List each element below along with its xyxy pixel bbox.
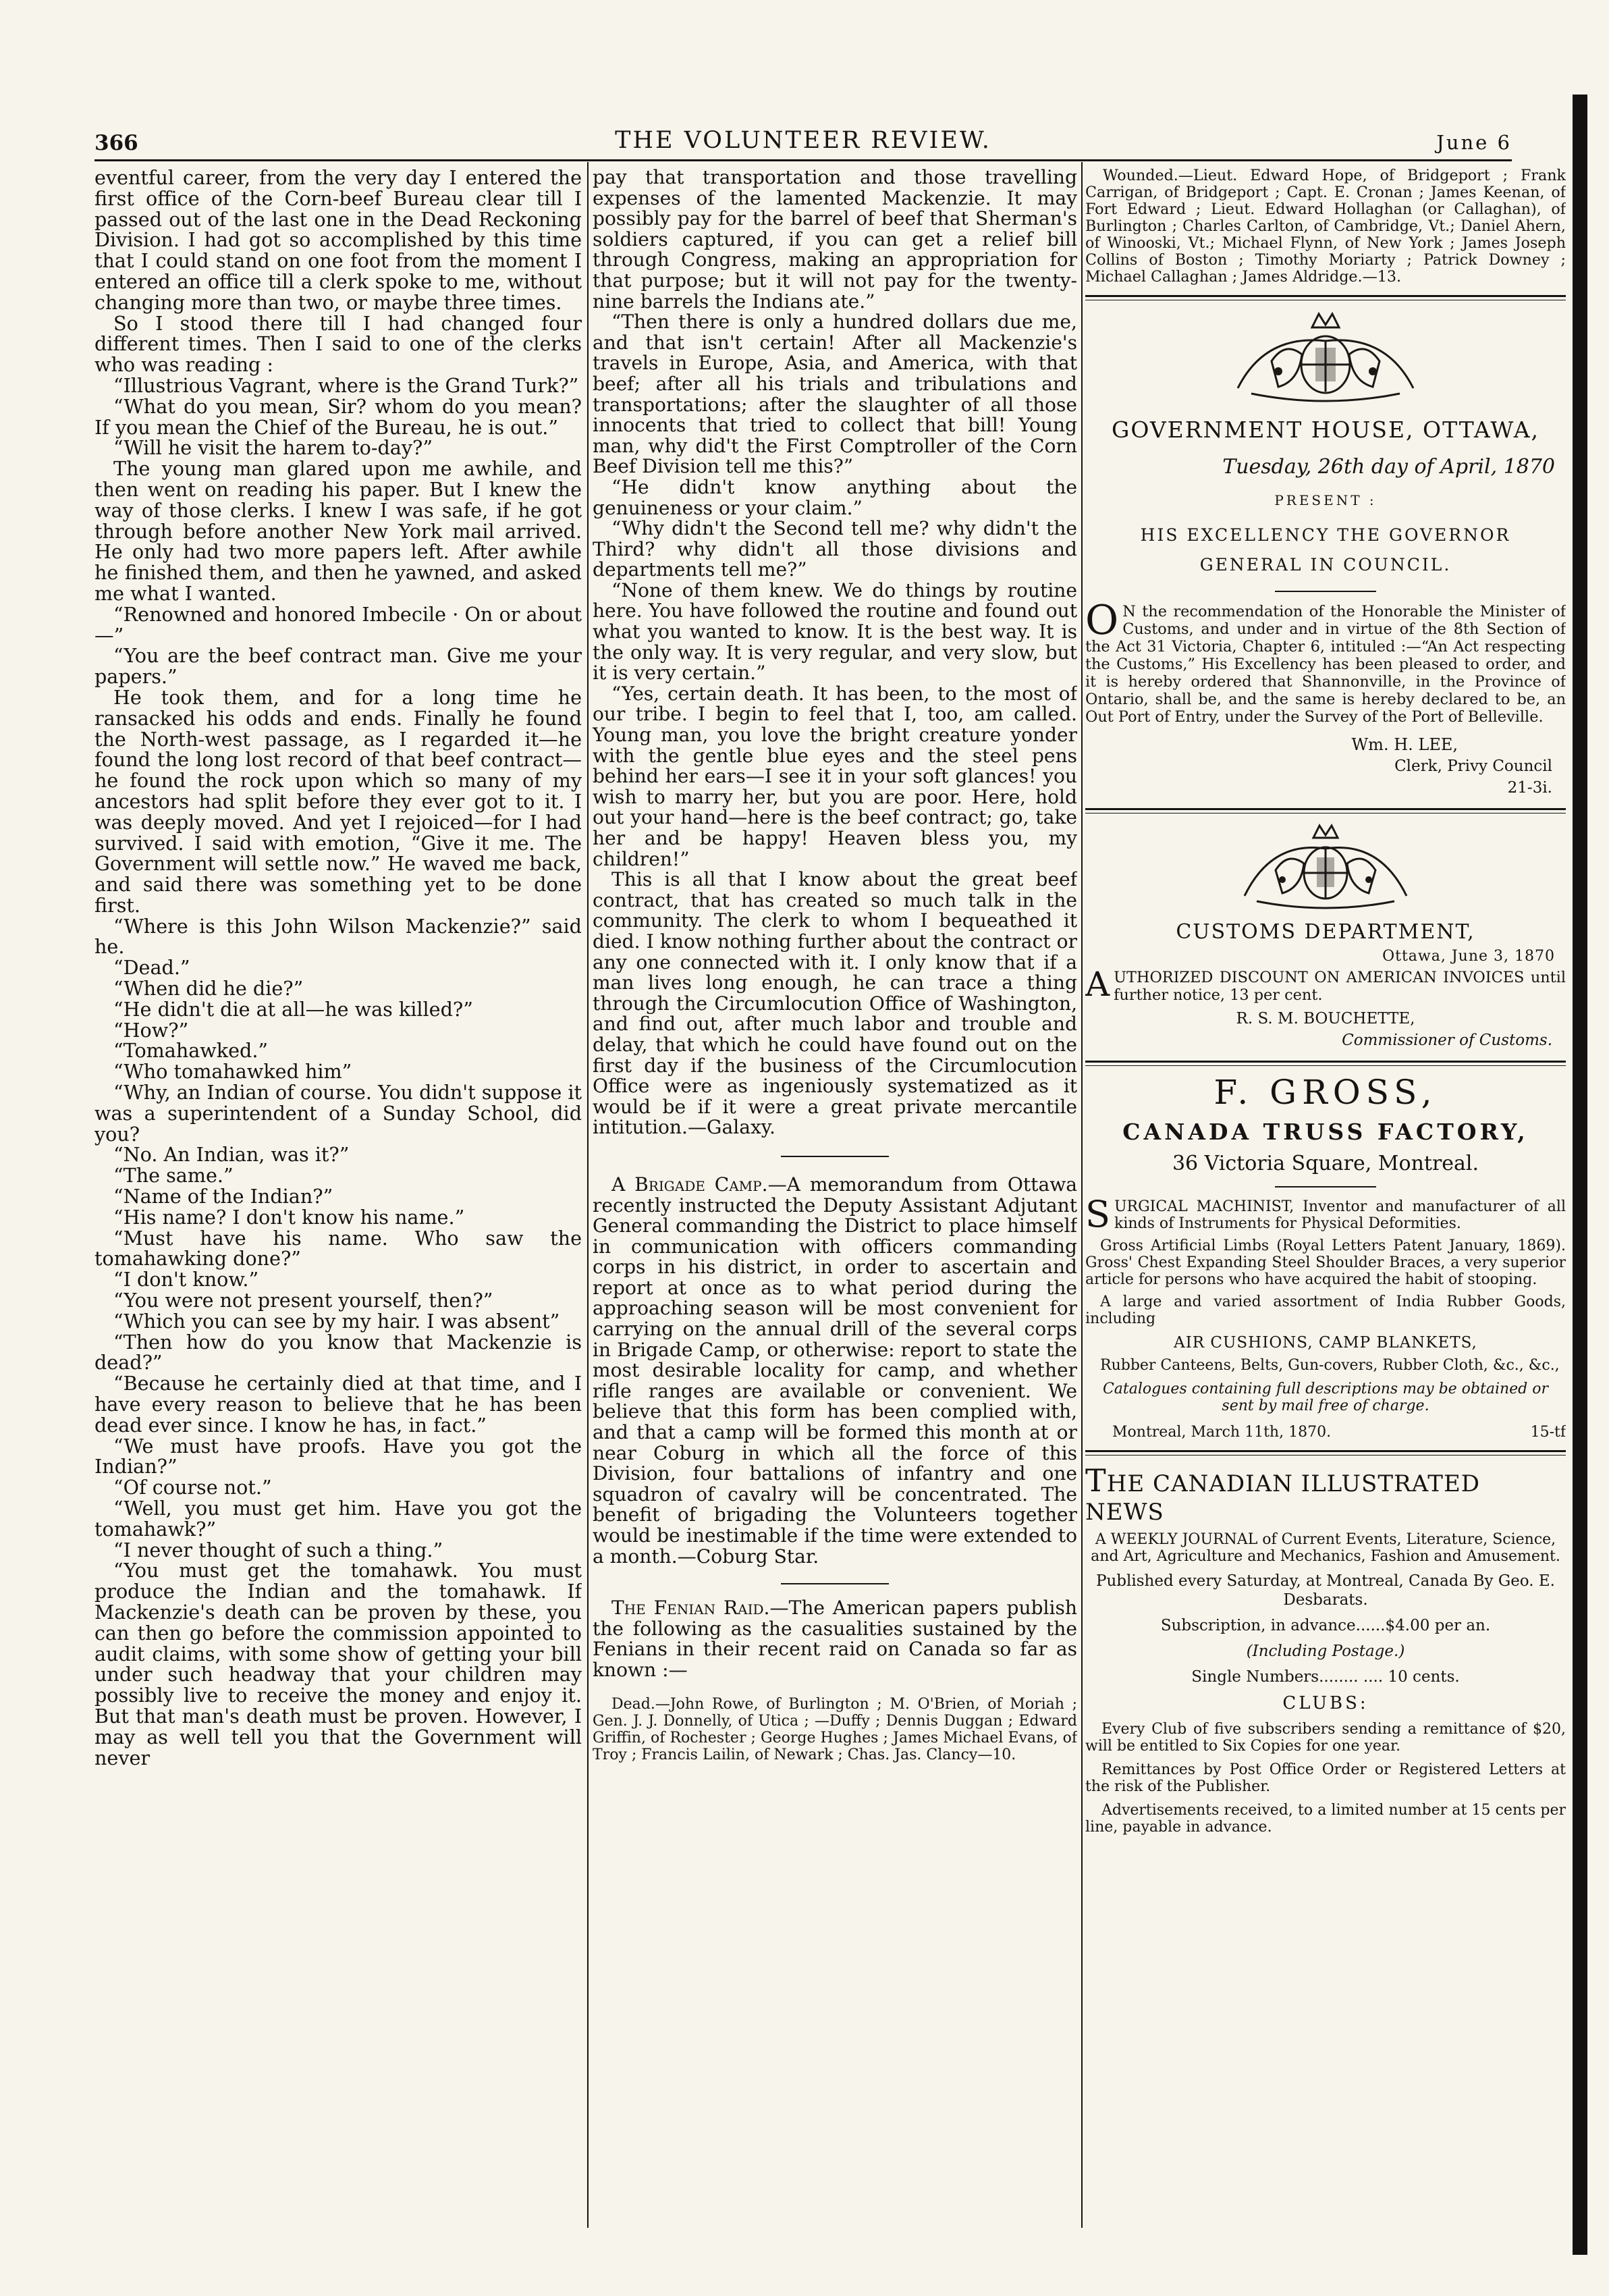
signatory-name: Wm. H. LEE, [1351, 735, 1458, 754]
section-divider [1275, 591, 1376, 592]
dead-list: Dead.—John Rowe, of Burlington ; M. O'Brien, of Moriah ; Gen. J. J. Donnelly, of Utica ; —Duffy ; Dennis Duggan ; Edward Griffin, of Rochester ; George Hughes ; James Michael Evans, of Troy ; Francis Lailin, of Newark ; Chas. Jas. Clancy—10. [593, 1695, 1077, 1763]
paragraph: “Yes, certain death. It has been, to the most of our tribe. I begin to feel that I, too, am called. Young man, you love the bright creature yonder with the gentle blue eyes and the steel pens behind her ears—I see it in your soft glances! you wish to marry her, but you are poor. Here, hold out your hand—here is the beef contract; go, take her and be happy! Heaven bless you, my children!” [593, 682, 1077, 870]
gov-house-present: PRESENT : [1274, 492, 1377, 508]
signatory-title: Clerk, Privy Council [1394, 757, 1552, 775]
paragraph: “Because he certainly died at that time, and I have every reason to believe that he has been dead ever since. I know he has, in fact.” [94, 1372, 582, 1437]
paragraph: This is all that I know about the great beef contract, that has created so much talk in the community. The clerk to whom I bequeathed it died. I know nothing further about the contract or any one connected with it. I only know that if a man lives long enough, he can trace a thing through the Circumlocution Office of Washington, and find out, after much labor and trouble and delay, that which he could have found out on the first day if the business of the Circumlocution Office were as ingeniously systematized as it would be if it were a great private mercantile intitution.—Galaxy. [593, 868, 1077, 1139]
paragraph: “We must have proofs. Have you got the Indian?” [94, 1434, 582, 1478]
paragraph: eventful career, from the very day I entered the first office of the Corn-beef Bureau clear till I passed out of the last one in the Dead Reckoning Division. I had got so accomplished by this time that I could stand on one foot from the moment I entered an office till a clerk spoke to me, without changing more than two, or maybe three times. [94, 167, 582, 314]
cin-advertisements: Advertisements received, to a limited number at 15 cents per line, payable in advance. [1085, 1801, 1566, 1836]
cin-published: Published every Saturday, at Montreal, Canada By Geo. E. Desbarats. [1096, 1572, 1555, 1609]
cin-subtitle: A WEEKLY JOURNAL of Current Events, Literature, Science, and Art, Agriculture and Mechanics, Fashion and Amusement. [1091, 1531, 1560, 1565]
excellency-line-2: GENERAL IN COUNCIL. [1199, 555, 1452, 575]
paragraph: “He didn't die at all—he was killed?” [113, 997, 473, 1021]
gross-catalogues: Catalogues containing full descriptions may be obtained or sent by mail free of charge. [1102, 1381, 1549, 1414]
gross-rubber: Rubber Canteens, Belts, Gun-covers, Rubber Cloth, &c., &c., [1100, 1357, 1560, 1374]
paragraph: “No. An Indian, was it?” [113, 1143, 350, 1167]
dropcap-s: S [1085, 1193, 1110, 1235]
gov-house-body: N the recommendation of the Honorable the Minister of Customs, and under and in virtue of the 8th Section of the Act 31 Victoria, Chapter 6, intituled :—“An Act respecting the Customs,” His Excellency has been pleased to order, and it is hereby ordered that Shannonville, in the Province of Ontario, shall be, and the same is hereby declared to be, an Out Port of Entry, under the Survey of the Port of Belleville. [1085, 603, 1566, 726]
section-divider [781, 1156, 889, 1157]
wounded-list: Wounded.—Lieut. Edward Hope, of Bridgeport ; Frank Carrigan, of Bridgeport ; Capt. E. Cronan ; James Keenan, of Fort Edward ; Lieut. Edward Hollaghan (or Callaghan), of Burlington ; Charles Carlton, of Cambridge, Vt.; Daniel Ahern, of Winooski, Vt.; Michael Flynn, of New York ; James Joseph Collins of Boston ; Timothy Moriarty ; Patrick Downey ; Michael Callaghan ; James Aldridge.—13. [1085, 167, 1566, 286]
paragraph: He took them, and for a long time he ransacked his odds and ends. Finally he found the North-west passage, as I regarded it—he found the long lost record of that beef contract—he found the rock upon which so many of my ancestors had split before they ever got to it. I was deeply moved. And yet I rejoiced—for I had survived. I said with emotion, “Give it me. The Government will settle now.” He waved me back, and said there was something yet to be done first. [94, 685, 582, 917]
gov-house-signature [1085, 734, 1566, 799]
gross-factory: CANADA TRUSS FACTORY, [1122, 1119, 1529, 1145]
column-divider-2 [1081, 162, 1083, 2228]
paragraph: “I never thought of such a thing.” [113, 1538, 443, 1561]
page-title: THE VOLUNTEER REVIEW. [615, 127, 991, 154]
paragraph: “You must get the tomahawk. You must produce the Indian and the tomahawk. If Mackenzie's death can be proven by these, you can then go before the commission appointed to audit claims, with some show of getting your bill under such headway that your children may possibly live to receive the money and enjoy it. But that man's death must be proven. However, I may as well tell you that the Government will never [94, 1559, 582, 1769]
customs-signatory: R. S. M. BOUCHETTE, [1236, 1010, 1415, 1027]
royal-arms-crest-icon [1211, 307, 1440, 408]
customs-notice [1085, 920, 1566, 1051]
paragraph: “Must have his name. Who saw the tomahawking done?” [94, 1226, 582, 1271]
gross-intro: URGICAL MACHINIST, Inventor and manufacturer of all kinds of Instruments for Physical Deformities. [1114, 1198, 1566, 1232]
cin-clubs-heading: CLUBS: [1282, 1693, 1369, 1713]
gross-date-line [1085, 1424, 1566, 1441]
paragraph: “Of course not.” [113, 1476, 272, 1499]
customs-title: CUSTOMS DEPARTMENT, [1176, 920, 1475, 944]
paragraph: “Then there is only a hundred dollars due me, and that isn't certain! After all Mackenzie's travels in Europe, Asia, and America, with that beef; after all his trials and tribulations and transportations; after the slaughter of all those innocents that tried to collect that bill! Young man, why did't the First Comptroller of the Corn Beef Division tell me this?” [593, 311, 1077, 478]
header-rule [94, 159, 1512, 161]
running-head [94, 120, 1512, 161]
canadian-illustrated-news-ad [1085, 1462, 1566, 1836]
gov-house-excellency [1085, 520, 1566, 580]
cin-remittances: Remittances by Post Office Order or Registered Letters at the risk of the Publisher. [1085, 1761, 1566, 1795]
double-rule [1085, 1061, 1566, 1066]
gov-house-date: Tuesday, 26th day of April, 1870 [1222, 455, 1555, 479]
paragraph: “When did he die?” [113, 977, 304, 1000]
paragraph: “Which you can see by my hair. I was absent” [113, 1309, 560, 1333]
cin-title-text: HE CANADIAN ILLUSTRATED NEWS [1085, 1470, 1481, 1526]
gov-house-title: GOVERNMENT HOUSE, OTTAWA, [1111, 417, 1540, 443]
gov-house-order [1085, 597, 1566, 726]
paragraph: “Renowned and honored Imbecile · On or about—” [94, 602, 582, 647]
paragraph: So I stood there till I had changed four different times. Then I said to one of the clerks who was reading : [94, 311, 582, 377]
customs-signatory-title: Commissioner of Customs. [1342, 1032, 1552, 1049]
paragraph: “I don't know.” [113, 1268, 259, 1291]
column-right [1085, 167, 1566, 2233]
excellency-line-1: HIS EXCELLENCY THE GOVERNOR [1140, 525, 1511, 545]
brigade-camp-heading: A Brigade Camp. [611, 1173, 768, 1196]
brigade-camp-text: —A memorandum from Ottawa recently instructed the Deputy Assistant Adjutant General commanding the District to place himself in communication with officers commanding corps in his district, in order to ascertain and report at once as to what period during the approaching season will be most convenient for carrying on the annual drill of the several corps in Brigade Camp, or otherwise: report to state the most desirable locality for camp, and whether rifle ranges are available or convenient. We believe that this form has been complied with, and that a camp will be formed this month at or near Coburg in which all the force of this Division, four battalions of infantry and one squadron of cavalry will be concentrated. The benefit of brigading the Volunteers together would be inestimable if the time were extended to a month.—Coburg Star. [593, 1173, 1077, 1568]
double-rule [1085, 1450, 1566, 1456]
gross-address: 36 Victoria Square, Montreal. [1172, 1152, 1479, 1175]
paragraph: “He didn't know anything about the genuineness or your claim.” [593, 475, 1077, 519]
paragraph: “Name of the Indian?” [113, 1185, 333, 1208]
cin-subscription: Subscription, in advance......$4.00 per an. [1160, 1617, 1491, 1634]
paragraph: pay that transportation and those travelling expenses of the lamented Mackenzie. It may possibly pay for the barrel of beef that Sherman's soldiers captured, if you can get a relief bill through Congress, making an appropriation for that purpose; but it will not pay for the twenty-nine barrels the Indians ate.” [593, 167, 1077, 313]
dropcap-t: T [1085, 1462, 1107, 1499]
paragraph: “Will he visit the harem to-day?” [113, 436, 433, 460]
page-number: 366 [94, 131, 138, 155]
fenian-raid-heading: The Fenian Raid. [611, 1597, 770, 1620]
gross-date: Montreal, March 11th, 1870. [1112, 1424, 1332, 1441]
gross-limbs: Gross Artificial Limbs (Royal Letters Patent January, 1869). Gross' Chest Expanding Steel Shoulder Braces, a very superior article for persons who have acquired the habit of stooping. [1085, 1237, 1566, 1288]
paragraph: The young man glared upon me awhile, and then went on reading his paper. But I knew the way of those clerks. I knew I was safe, if he got through before another New York mail arrived. He only had two more papers left. After awhile he finished them, and then he yawned, and asked me what I wanted. [94, 457, 582, 605]
fenian-raid-article [593, 1598, 1077, 1680]
paragraph: “Why, an Indian of course. You didn't suppose it was a superintendent of a Sunday School, did you? [94, 1081, 582, 1146]
gross-name: F. GROSS, [1213, 1073, 1438, 1112]
paragraph: “You were not present yourself, then?” [113, 1289, 493, 1312]
column-divider-1 [587, 162, 589, 2228]
paragraph: “Well, you must get him. Have you got the tomahawk?” [94, 1497, 582, 1541]
cin-title [1085, 1462, 1566, 1526]
story-continuation [593, 167, 1077, 1138]
gross-cushions: AIR CUSHIONS, CAMP BLANKETS, [1174, 1334, 1477, 1352]
paragraph: “What do you mean, Sir? whom do you mean? If you mean the Chief of the Bureau, he is out.” [94, 394, 582, 439]
column-middle [593, 167, 1077, 2233]
royal-arms-crest-icon [1224, 820, 1427, 915]
paragraph: “Dead.” [113, 956, 190, 980]
customs-body: UTHORIZED DISCOUNT ON AMERICAN INVOICES until further notice, 13 per cent. [1114, 969, 1566, 1004]
paragraph: “Then how do you know that Mackenzie is dead?” [94, 1330, 582, 1374]
brigade-camp-article [593, 1175, 1077, 1567]
gross-code: 15-tf [1530, 1424, 1566, 1441]
customs-date: Ottawa, June 3, 1870 [1382, 948, 1555, 965]
double-rule [1085, 808, 1566, 813]
paragraph: “Why didn't the Second tell me? why didn't the Third? why didn't all those divisions and departments tell me?” [593, 517, 1077, 581]
double-rule [1085, 295, 1566, 300]
cin-single: Single Numbers........ .... 10 cents. [1191, 1668, 1460, 1686]
paragraph: “You are the beef contract man. Give me your papers.” [94, 644, 582, 689]
paragraph: “Who tomahawked him” [113, 1060, 352, 1084]
paragraph: “His name? I don't know his name.” [113, 1205, 465, 1229]
paragraph: “The same.” [113, 1164, 234, 1187]
paragraph: “How?” [113, 1018, 189, 1042]
dropcap-o: O [1085, 597, 1119, 644]
paragraph: “None of them knew. We do things by routine here. You have followed the routine and found out what you wanted to know. It is the best way. It is the only way. It is very regular, and very slow, but it is very certain.” [593, 579, 1077, 685]
fenian-raid-text: —The American papers publish the following as the casualities sustained by the Fenians in their recent raid on Canada so far as known :— [593, 1597, 1077, 1681]
cin-postage: (Including Postage.) [1246, 1643, 1405, 1660]
dropcap-a: A [1085, 965, 1110, 1004]
section-divider [1275, 1186, 1376, 1187]
paragraph: “Illustrious Vagrant, where is the Grand Turk?” [113, 373, 579, 397]
issue-date: June 6 [1436, 131, 1512, 154]
paragraph: “Where is this John Wilson Mackenzie?” said he. [94, 914, 582, 959]
column-left [94, 167, 582, 2233]
gross-advertisement [1085, 1073, 1566, 1441]
section-divider [781, 1583, 889, 1584]
paragraph: “Tomahawked.” [113, 1039, 269, 1063]
gross-assortment: A large and varied assortment of India Rubber Goods, including [1085, 1293, 1566, 1327]
notice-code: 21-3i. [1507, 779, 1552, 797]
cin-clubs: Every Club of five subscribers sending a remittance of $20, will be entitled to Six Copies for one year. [1085, 1720, 1566, 1755]
scan-edge-bar [1573, 95, 1587, 2255]
